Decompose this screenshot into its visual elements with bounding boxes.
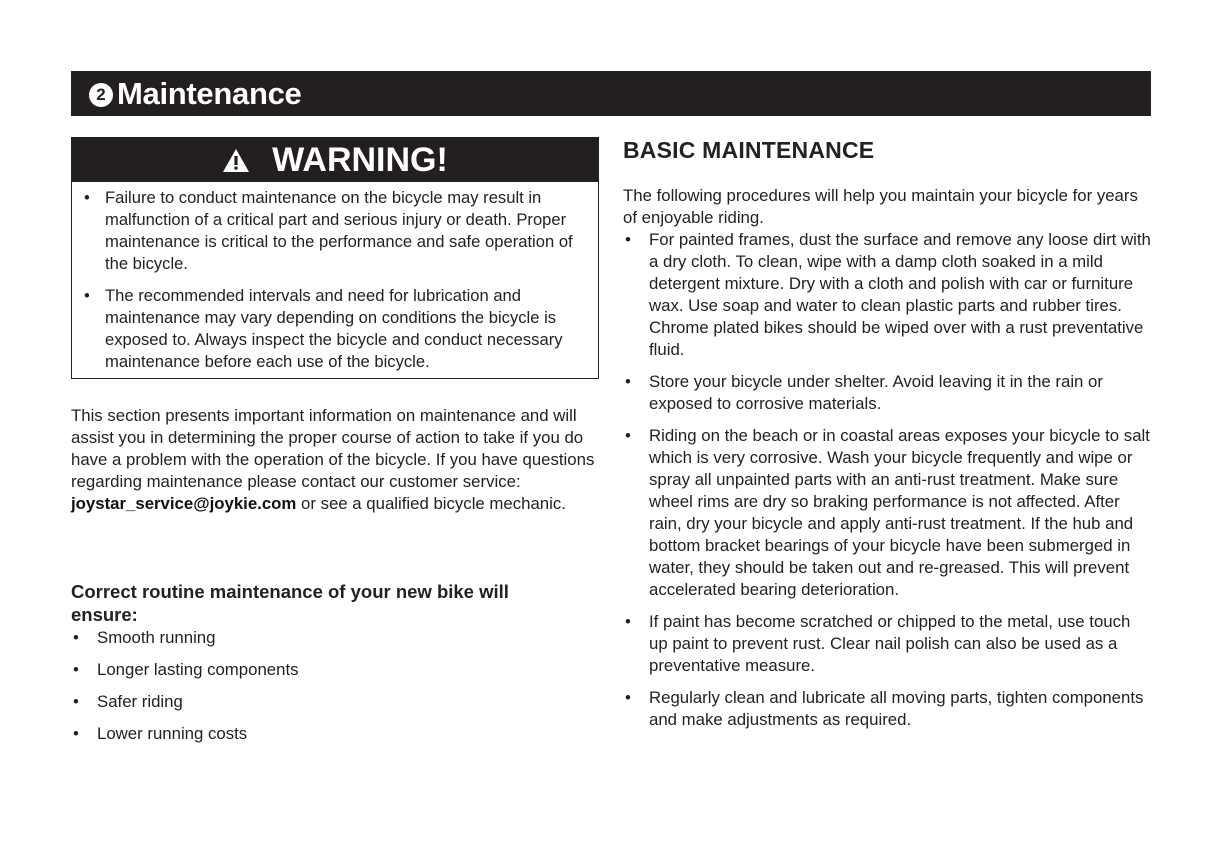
basic-intro: The following procedures will help you maintain your bicycle for years of enjoyable riding. xyxy=(623,186,1138,227)
section-title: Maintenance xyxy=(117,75,302,111)
bullet: • xyxy=(625,372,631,391)
basic-item-text: Riding on the beach or in coastal areas exposes your bicycle to salt which is very corrosive. Wash your bicycle frequently and wipe or spray all unpainted parts with an anti-rust treatment. Make sure wheel rims are dry so braking performance is not affected. After rain, dry your bicycle and apply anti-rust treatment. If the hub and bottom bracket bearings of your bicycle have been submerged in water, they should be taken out and re-greased. This will prevent accelerated bearing deterioration. xyxy=(649,426,1150,599)
basic-item-text: For painted frames, dust the surface and remove any loose dirt with a dry cloth. To clean, wipe with a damp cloth soaked in a mild detergent mixture. Dry with a cloth and polish with car or furniture wax. Use soap and water to clean plastic parts and rubber tires. Chrome plated bikes should be wiped over with a rust preventative fluid. xyxy=(649,230,1151,359)
basic-item xyxy=(623,229,1153,361)
basic-item xyxy=(623,425,1153,601)
bullet: • xyxy=(625,612,631,631)
routine-item-text: Safer riding xyxy=(97,692,183,711)
basic-item-text: Regularly clean and lubricate all moving parts, tighten components and make adjustments as required. xyxy=(649,688,1144,729)
routine-item-text: Lower running costs xyxy=(97,724,248,743)
warning-title: WARNING! xyxy=(272,140,448,179)
bullet: • xyxy=(73,660,79,679)
section-header xyxy=(71,71,1151,116)
routine-item xyxy=(71,723,299,745)
bullet: • xyxy=(84,286,90,305)
bullet: • xyxy=(625,426,631,445)
warning-triangle-icon xyxy=(222,148,250,173)
bullet: • xyxy=(73,724,79,743)
support-email-link[interactable]: joystar_service@joykie.com xyxy=(71,494,297,513)
warning-item xyxy=(82,187,592,275)
routine-item xyxy=(71,659,299,681)
routine-item-text: Smooth running xyxy=(97,628,216,647)
warning-list xyxy=(72,182,598,373)
basic-maintenance-list xyxy=(623,229,1153,741)
step-number-icon: 2 xyxy=(89,83,113,107)
routine-heading: Correct routine maintenance of your new bike will ensure: xyxy=(71,581,509,625)
warning-item-text: Failure to conduct maintenance on the bicycle may result in malfunction of a critical part and serious injury or death. Proper maintenance is critical to the performance and safe operation of the bicycle. xyxy=(105,188,573,273)
basic-item-text: Store your bicycle under shelter. Avoid leaving it in the rain or exposed to corrosive materials. xyxy=(649,372,1103,413)
bullet: • xyxy=(84,188,90,207)
bullet: • xyxy=(625,230,631,249)
intro-text: This section presents important information on maintenance and will assist you in determining the proper course of action to take if you do have a problem with the operation of the bicycle. If you have questions regarding maintenance please contact our customer service: xyxy=(71,406,595,491)
basic-item xyxy=(623,611,1153,677)
basic-item-text: If paint has become scratched or chipped to the metal, use touch up paint to prevent rust. Clear nail polish can also be used as a preventative measure. xyxy=(649,612,1131,675)
intro-text-end: or see a qualified bicycle mechanic. xyxy=(296,494,566,513)
bullet: • xyxy=(73,628,79,647)
warning-box xyxy=(71,137,599,379)
warning-header xyxy=(72,138,598,182)
bullet: • xyxy=(625,688,631,707)
warning-item xyxy=(82,285,592,373)
routine-item xyxy=(71,627,299,649)
basic-item xyxy=(623,371,1153,415)
bullet: • xyxy=(73,692,79,711)
routine-item xyxy=(71,691,299,713)
routine-list xyxy=(71,627,299,755)
routine-item-text: Longer lasting components xyxy=(97,660,299,679)
warning-item-text: The recommended intervals and need for lubrication and maintenance may vary depending on conditions the bicycle is exposed to. Always inspect the bicycle and conduct necessary maintenance before each use of the bicycle. xyxy=(105,286,563,371)
basic-maintenance-heading: BASIC MAINTENANCE xyxy=(623,137,875,163)
intro-paragraph xyxy=(71,405,601,515)
basic-item xyxy=(623,687,1153,731)
